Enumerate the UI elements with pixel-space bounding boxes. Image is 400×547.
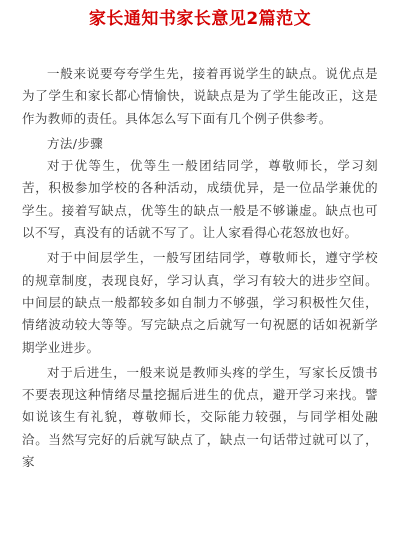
document-body bbox=[22, 63, 378, 476]
document-title: 家长通知书家长意见2篇范文 bbox=[88, 9, 312, 29]
method-steps-heading: 方法/步骤 bbox=[47, 135, 104, 151]
top-student-paragraph: 对于优等生，优等生一般团结同学，尊敬师长，学习刻苦，积极参加学校的各种活动，成绩优异，是一位品学兼优的学生。接着写缺点，优等生的缺点一般是不够谦虚。缺点也可以不写，真没有的话就不写了。让人家看得心花怒放也好。 bbox=[22, 158, 378, 241]
middle-student-paragraph: 对于中间层学生，一般写团结同学，尊敬师长，遵守学校的规章制度，表现良好，学习认真，学习有较大的进步空间。中间层的缺点一般都较多如自制力不够强，学习积极性欠佳，情绪波动较大等等。写完缺点之后就写一句祝愿的话如祝新学期学业进步。 bbox=[22, 250, 378, 355]
intro-paragraph: 一般来说要夸夸学生先，接着再说学生的缺点。说优点是为了学生和家长都心情愉快，说缺点是为了学生能改正，这是作为教师的责任。具体怎么写下面有几个例子供参考。 bbox=[22, 66, 378, 126]
struggling-student-paragraph: 对于后进生，一般来说是教师头疼的学生，写家长反馈书不要表现这种情绪尽量挖掘后进生的优点，避开学习来找。譬如说该生有礼貌，尊敬师长，交际能力较强，与同学相处融洽。当然写完好的后就写缺点了，缺点一句话带过就可以了，家 bbox=[22, 364, 378, 470]
